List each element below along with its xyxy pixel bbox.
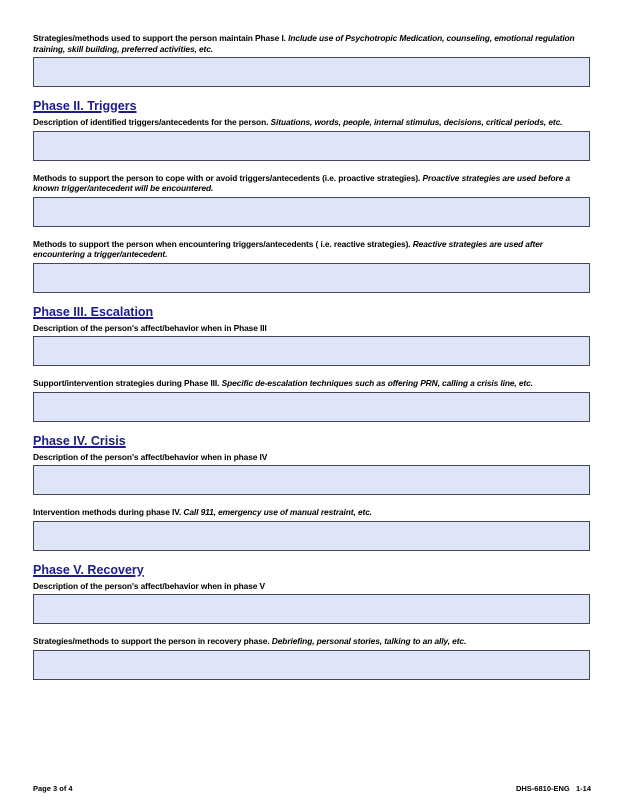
phase4-intervention-methods-input[interactable] — [33, 521, 590, 551]
form-field — [33, 378, 590, 422]
field-label-hint: Reactive strategies are used after encountering a trigger/antecedent. — [33, 238, 543, 259]
phase4-crisis-heading: Phase IV. Crisis — [33, 433, 126, 448]
phase3-escalation-heading: Phase III. Escalation — [33, 304, 154, 319]
field-label — [33, 378, 590, 389]
form-number: DHS-6810-ENG 1-14 — [515, 784, 591, 793]
field-label — [33, 173, 590, 194]
form-field — [33, 636, 590, 680]
field-label-hint: Call 911, emergency use of manual restraint, etc. — [181, 507, 372, 517]
field-label — [33, 581, 590, 592]
field-label-hint: Debriefing, personal stories, talking to an ally, etc. — [269, 636, 467, 646]
phase4-behavior-description-input[interactable] — [33, 465, 590, 495]
phase3-support-strategies-input[interactable] — [33, 392, 590, 422]
field-label-text: Description of the person's affect/behavior when in phase V — [33, 580, 266, 591]
phase5-recovery-strategies-input[interactable] — [33, 650, 590, 680]
phase2-triggers-heading: Phase II. Triggers — [33, 99, 137, 113]
field-label-text: Support/intervention strategies during Phase III. — [33, 378, 220, 388]
field-label-text: Strategies/methods used to support the person maintain Phase I. — [33, 33, 286, 43]
form-field — [33, 507, 590, 551]
field-label-text: Description of identified triggers/antecedents for the person. — [33, 117, 269, 127]
form-field — [33, 239, 590, 293]
form-body — [33, 33, 590, 692]
phase2-triggers-description-input[interactable] — [33, 131, 590, 161]
phase1-maintain-strategies-input[interactable] — [33, 57, 590, 87]
page-number: Page 3 of 4 — [33, 784, 73, 793]
field-label — [33, 507, 590, 518]
phase2-reactive-strategies-input[interactable] — [33, 263, 590, 293]
phase5-behavior-description-input[interactable] — [33, 594, 590, 624]
field-label — [33, 33, 590, 54]
field-label-text: Intervention methods during phase IV. — [33, 507, 182, 517]
field-label-text: Strategies/methods to support the person in recovery phase. — [33, 636, 270, 646]
form-field — [33, 33, 590, 87]
field-label-hint: Include use of Psychotropic Medication, counseling, emotional regulation training, skill building, preferred activities, etc. — [33, 33, 575, 54]
form-field — [33, 117, 590, 161]
field-label-text: Methods to support the person to cope with or avoid triggers/antecedents (i.e. proactive strategies). — [33, 172, 421, 183]
field-label — [33, 452, 590, 463]
phase5-recovery-heading: Phase V. Recovery — [33, 562, 144, 577]
field-label-text: Methods to support the person when encountering triggers/antecedents ( i.e. reactive strategies). — [33, 238, 411, 249]
field-label-hint: Specific de-escalation techniques such as offering PRN, calling a crisis line, etc. — [219, 378, 533, 388]
form-field — [33, 323, 590, 367]
form-field — [33, 452, 590, 496]
field-label — [33, 323, 590, 334]
field-label-text: Description of the person's affect/behavior when in Phase III — [33, 322, 267, 333]
field-label — [33, 636, 590, 647]
phase2-proactive-strategies-input[interactable] — [33, 197, 590, 227]
field-label — [33, 117, 590, 128]
field-label — [33, 239, 590, 260]
form-field — [33, 581, 590, 625]
form-field — [33, 173, 590, 227]
field-label-hint: Situations, words, people, internal stimulus, decisions, critical periods, etc. — [268, 117, 563, 127]
phase3-behavior-description-input[interactable] — [33, 336, 590, 366]
field-label-text: Description of the person's affect/behavior when in phase IV — [33, 451, 268, 462]
field-label-hint: Proactive strategies are used before a known trigger/antecedent will be encountered. — [33, 172, 571, 193]
